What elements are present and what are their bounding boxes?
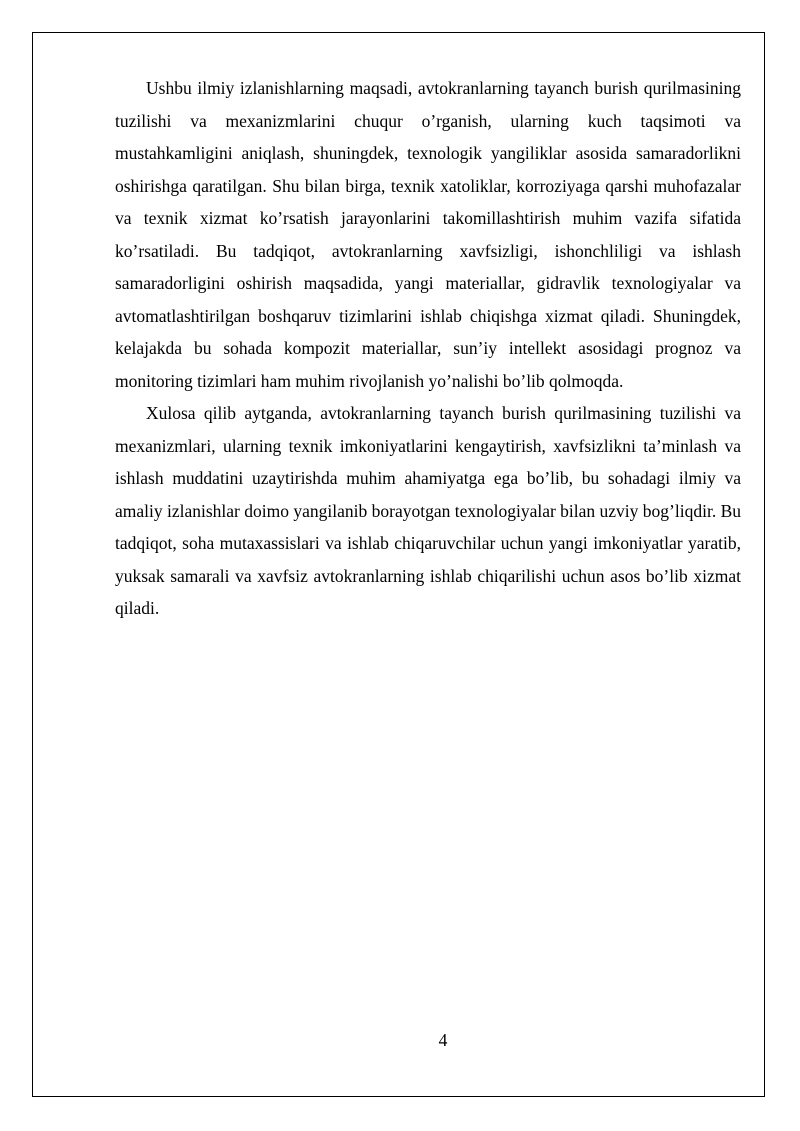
paragraph-conclusion: Xulosa qilib aytganda, avtokranlarning tayanch burish qurilmasining tuzilishi va mexanizmlari, ularning texnik imkoniyatlarini kengaytirish, xavfsizlikni ta’minlash va ishlash muddatini uzaytirishda muhim ahamiyatga ega bo’lib, bu sohadagi ilmiy va amaliy izlanishlar doimo yangilanib borayotgan texnologiyalar bilan uzviy bog’liqdir. Bu tadqiqot, soha mutaxassislari va ishlab chiqaruvchilar uchun yangi imkoniyatlar yaratib, yuksak samarali va xavfsiz avtokranlarning ishlab chiqarilishi uchun asos bo’lib xizmat qiladi.: [115, 403, 741, 618]
document-body: [115, 72, 741, 625]
paragraph-purpose: Ushbu ilmiy izlanishlarning maqsadi, avtokranlarning tayanch burish qurilmasining tuzilishi va mexanizmlarini chuqur o’rganish, ularning kuch taqsimoti va mustahkamligini aniqlash, shuningdek, texnologik yangiliklar asosida samaradorlikni oshirishga qaratilgan. Shu bilan birga, texnik xatoliklar, korroziyaga qarshi muhofazalar va texnik xizmat ko’rsatish jarayonlarini takomillashtirish muhim vazifa sifatida ko’rsatiladi. Bu tadqiqot, avtokranlarning xavfsizligi, ishonchliligi va ishlash samaradorligini oshirish maqsadida, yangi materiallar, gidravlik texnologiyalar va avtomatlashtirilgan boshqaruv tizimlarini ishlab chiqishga xizmat qiladi. Shuningdek, kelajakda bu sohada kompozit materiallar, sun’iy intellekt asosidagi prognoz va monitoring tizimlari ham muhim rivojlanish yo’nalishi bo’lib qolmoqda.: [115, 78, 741, 391]
page-number: 4: [438, 1030, 448, 1050]
